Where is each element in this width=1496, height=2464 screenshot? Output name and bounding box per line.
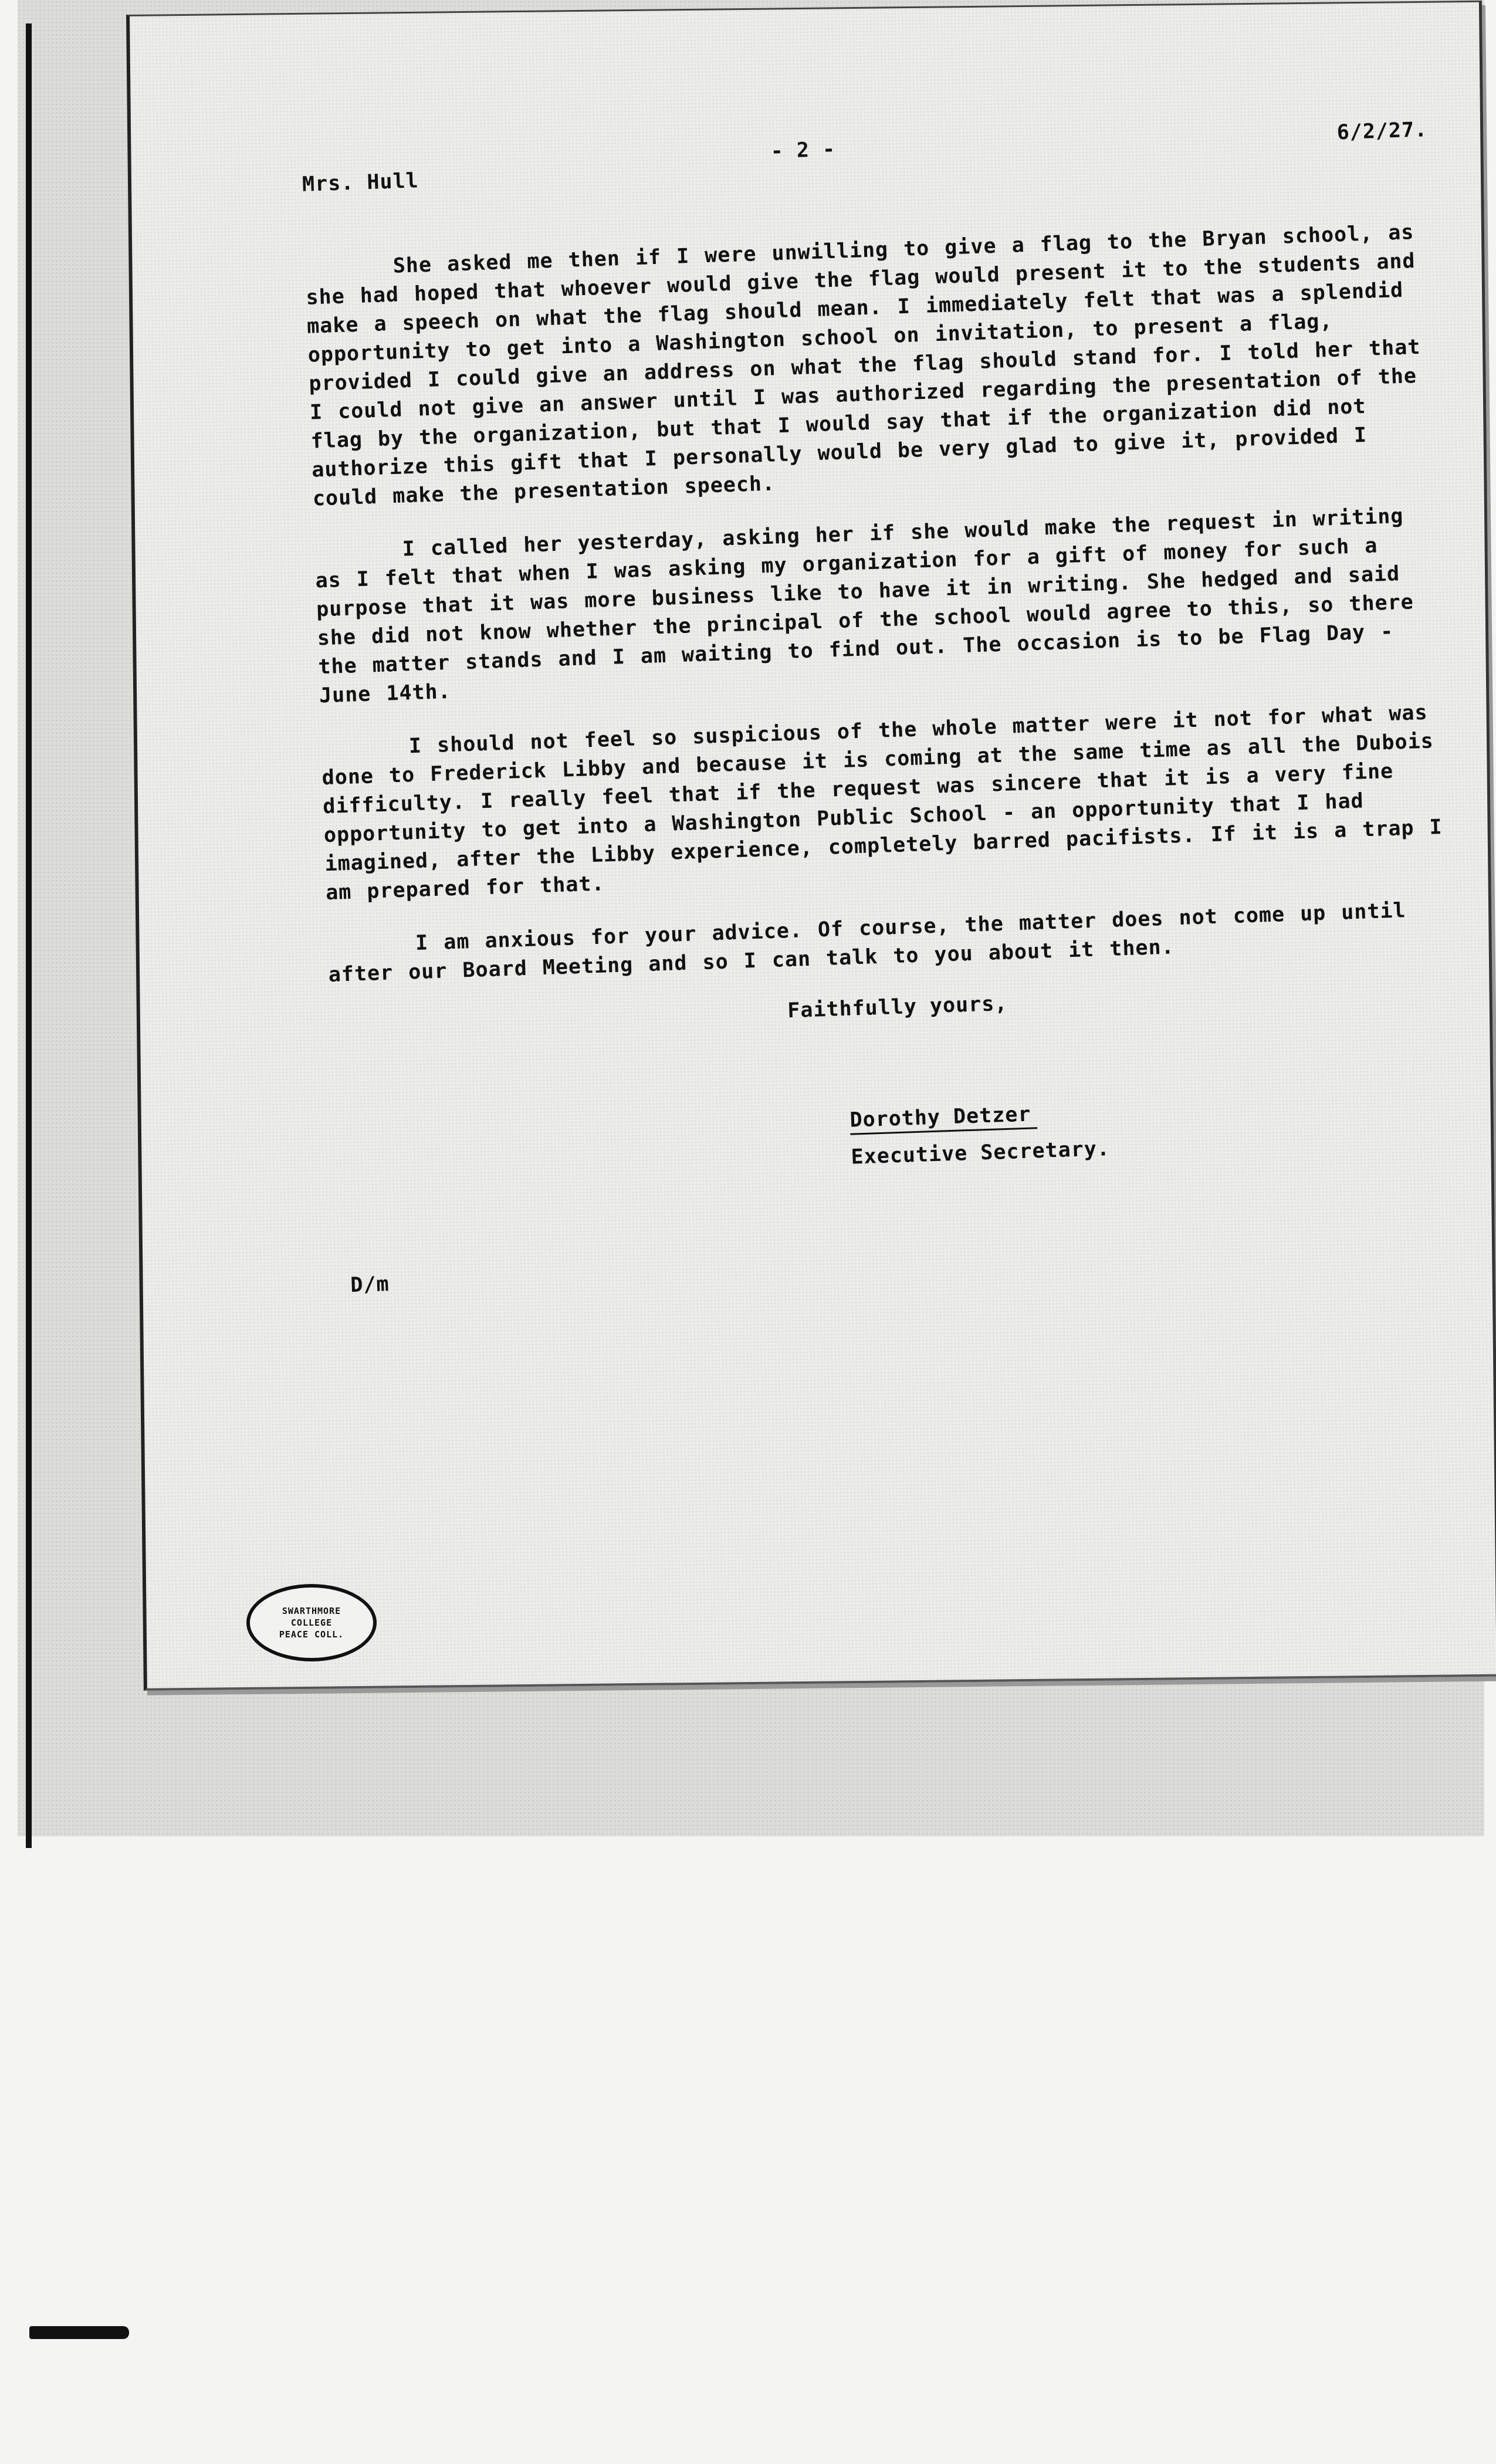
stamp-line: COLLEGE: [290, 1617, 333, 1628]
letter-header: [302, 118, 1430, 220]
paragraph: She asked me then if I were unwilling to give a flag to the Bryan school, as she had hoped that whoever would give the flag would present it to the students and make a speech on what the flag should mean. I immediately felt that was a splendid opportunity to get into a Washington school on invitation, to present a flag, provided I could give an address on what the flag should stand for. I told her that I could not give an answer until I was authorized regarding the presentation of the flag by the organization, but that I would say that if the organization did not authorize this gift that I personally would be very glad to give it, provided I could make the presentation speech.: [305, 221, 1421, 511]
stamp-line: PEACE COLL.: [279, 1629, 344, 1640]
scan-mark: [29, 2326, 129, 2339]
page-number: - 2 -: [770, 137, 836, 164]
closing: Faithfully yours,: [787, 991, 1008, 1023]
signature: Dorothy Detzer: [849, 1102, 1037, 1135]
letter-page: [126, 1, 1496, 1691]
letter-body: [302, 118, 1465, 1298]
archive-stamp: [246, 1584, 377, 1661]
paragraph: I called her yesterday, asking her if she would make the request in writing as I felt that when I was asking my organization for a gift of money for such a purpose that it was more business like to have it in writing. She hedged and said she did not know whether the principal of the school would agree to this, so there the matter stands and I am waiting to find out. The occasion is to be Flag Day - June 14th.: [314, 504, 1414, 708]
binding-edge: [26, 23, 32, 1848]
signer-title: Executive Secretary.: [851, 1137, 1111, 1169]
stamp-line: SWARTHMORE: [282, 1606, 341, 1616]
typist-initials: D/m: [350, 1272, 390, 1298]
paragraph: I should not feel so suspicious of the whole matter were it not for what was done to Frederick Libby and because it is coming at the same time as all the Dubois difficulty. I really feel that if the request was sincere that it is a very fine opportunity to get into a Washington Public School - an opportunity that I had imagined, after the Libby experience, completely barred pacifists. If it is a trap I am prepared for that.: [321, 700, 1443, 905]
paragraph: I am anxious for your advice. Of course, the matter does not come up until after our Board Meeting and so I can talk to you about it then.: [328, 899, 1407, 987]
letter-date: 6/2/27.: [1336, 118, 1428, 145]
addressee: Mrs. Hull: [302, 169, 419, 197]
